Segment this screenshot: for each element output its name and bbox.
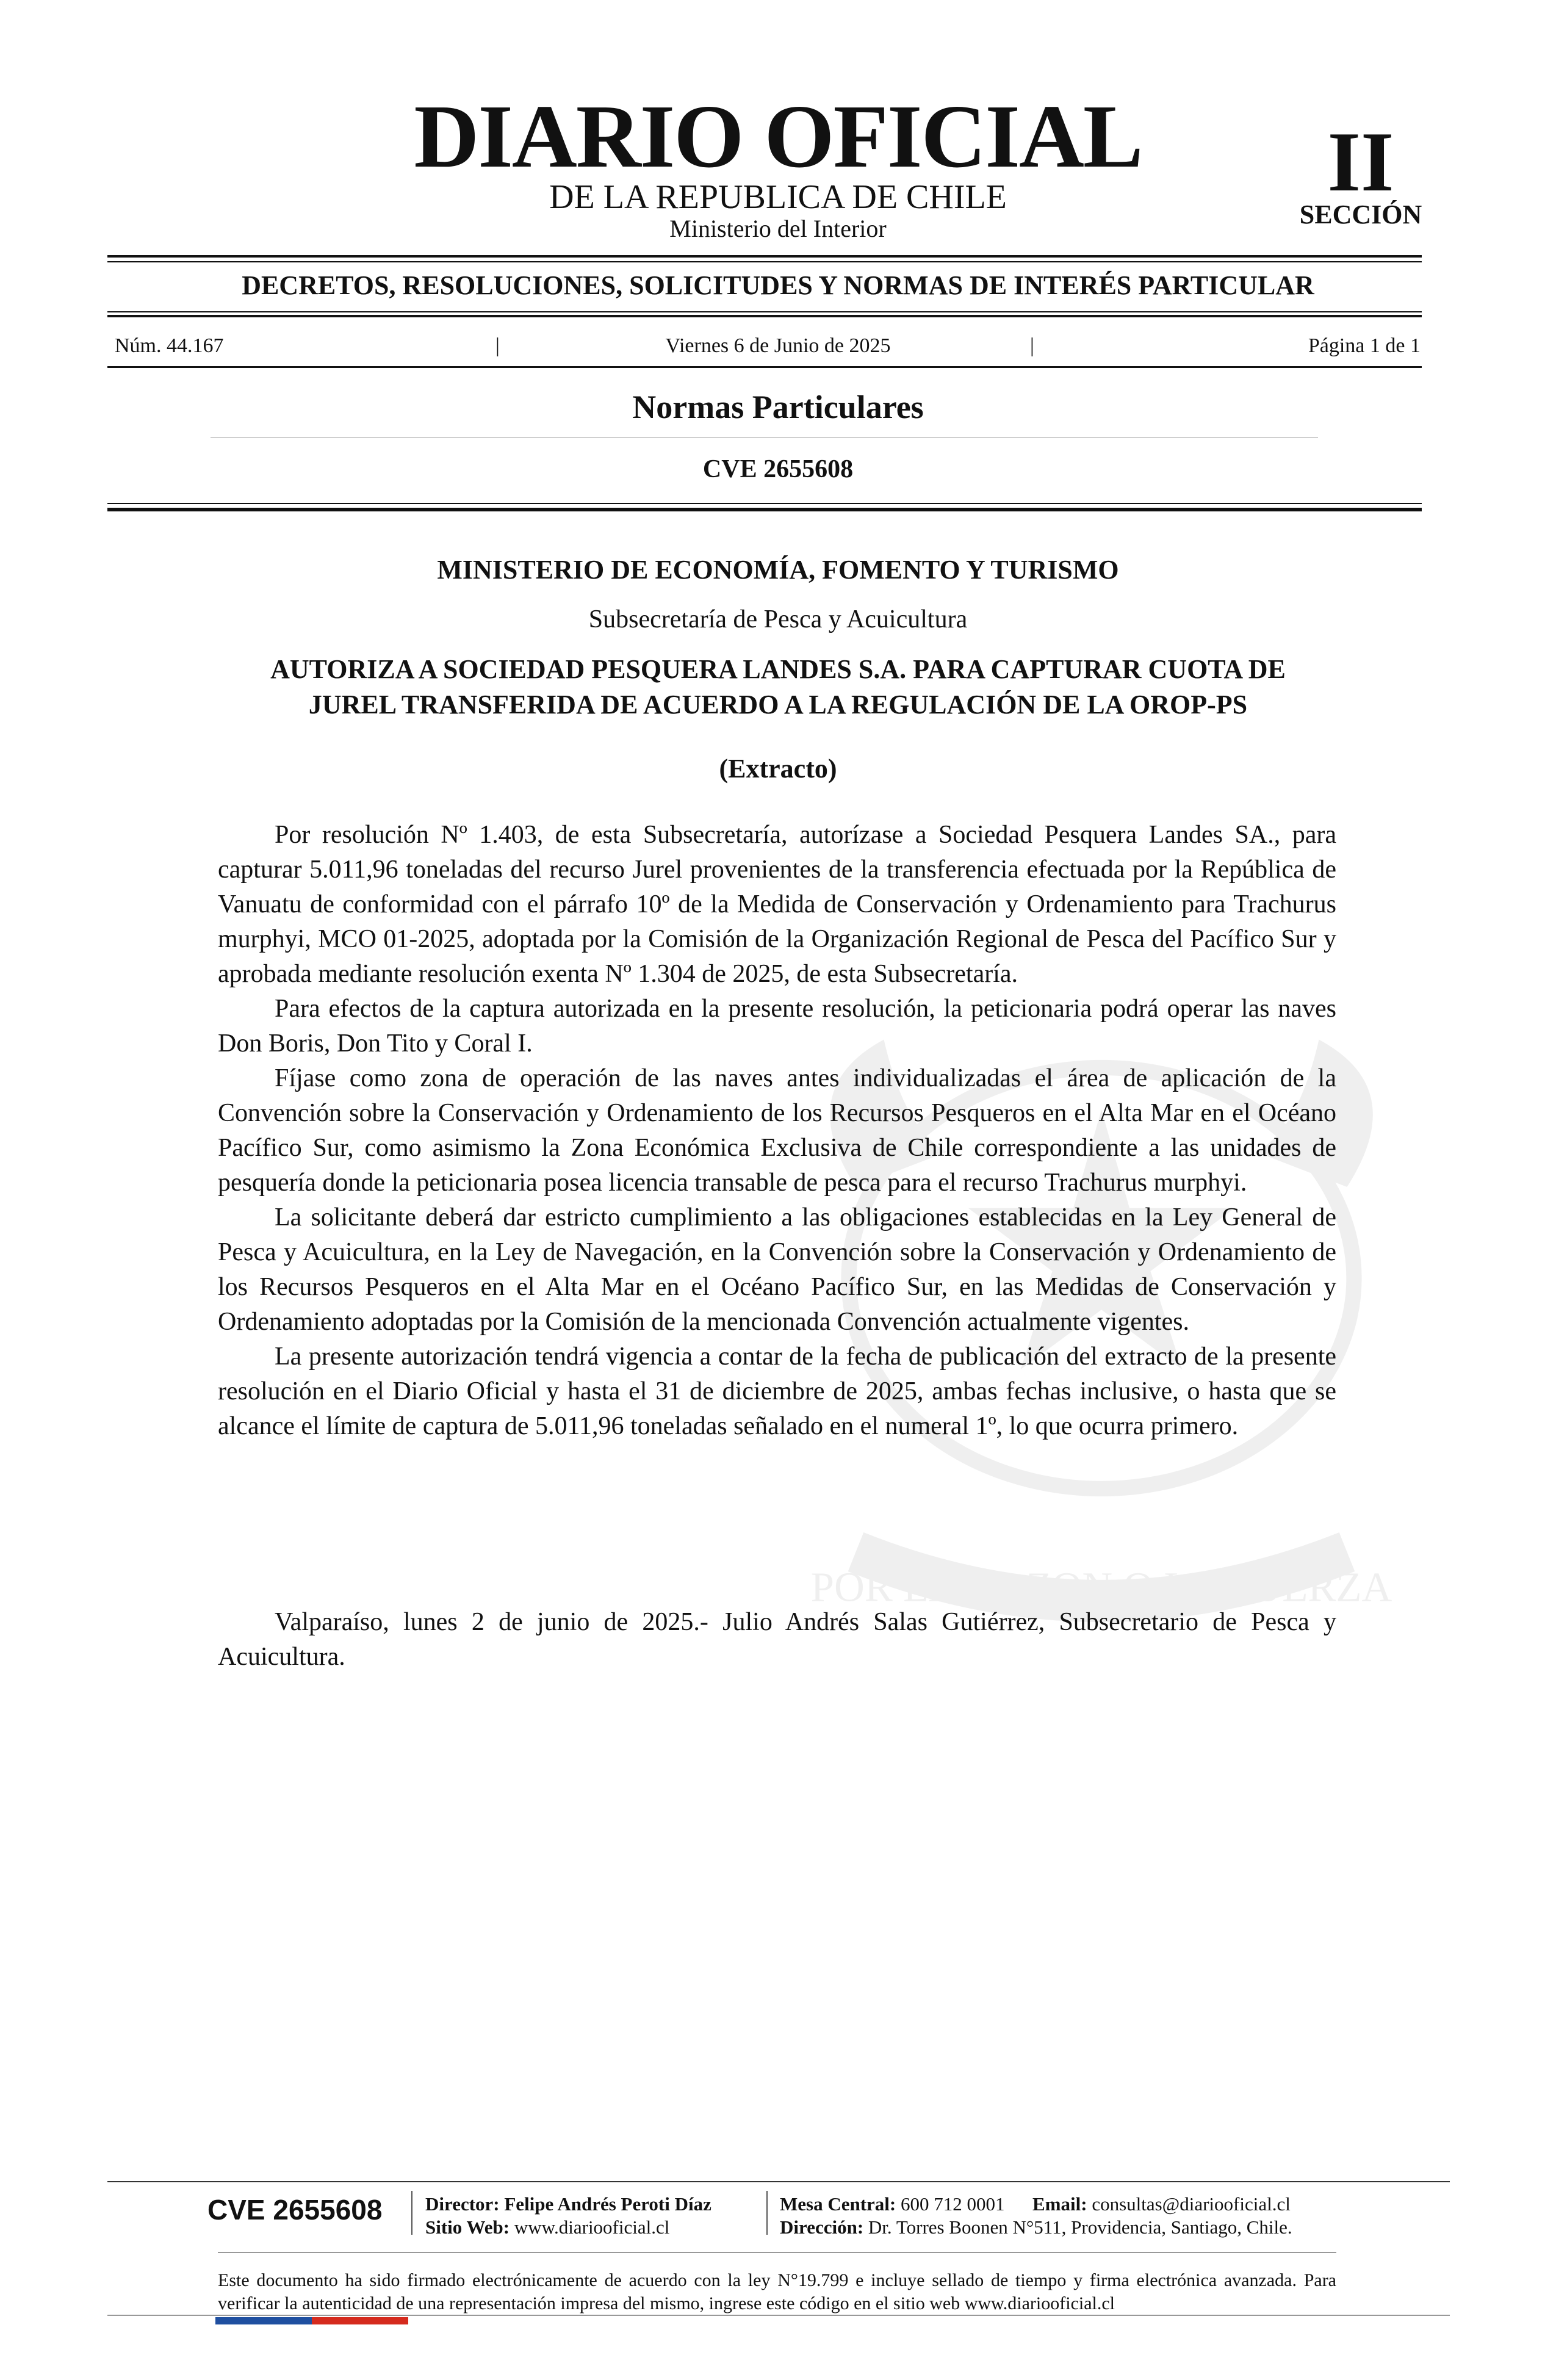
masthead-ministry: Ministerio del Interior: [669, 215, 887, 242]
extracto-label: (Extracto): [719, 754, 837, 784]
footer-address: [780, 2218, 1292, 2237]
footer-cve-code: CVE 2655608: [207, 2194, 383, 2226]
footer-legal-text: Este documento ha sido firmado electrónicamente de acuerdo con la ley N°19.799 e incluye sellado de tiempo y firma electrónica avanzada. Para verificar la autenticidad de una representación impresa del mismo, ingrese este código en el sitio web www.diariooficial.cl: [218, 2270, 1336, 2313]
address-label: Dirección:: [780, 2216, 864, 2238]
masthead-subtitle: DE LA REPUBLICA DE CHILE: [549, 178, 1007, 216]
header-rule-top: [107, 255, 1422, 258]
email-label: Email:: [1032, 2193, 1087, 2215]
body-paragraph: Para efectos de la captura autorizada en la presente resolución, la peticionaria podrá operar las naves Don Boris, Don Tito y Coral I.: [218, 995, 1336, 1058]
issue-date: Viernes 6 de Junio de 2025: [665, 334, 891, 357]
signature-paragraph: Valparaíso, lunes 2 de junio de 2025.- Julio Andrés Salas Gutiérrez, Subsecretario de Pesca y Acuicultura.: [218, 1608, 1336, 1671]
cve-rule-thin: [107, 503, 1422, 504]
phone-label: Mesa Central:: [780, 2193, 896, 2215]
footer-rule-top: [107, 2181, 1450, 2182]
header-rule-top-thin: [107, 261, 1422, 262]
cve-code: CVE 2655608: [702, 455, 854, 483]
body-paragraph: Por resolución Nº 1.403, de esta Subsecretaría, autorízase a Sociedad Pesquera Landes SA., para capturar 5.011,96 toneladas del recurso Jurel provenientes de la transferencia efectuada por la República de Vanuatu de conformidad con el párrafo 10º de la Medida de Conservación y Ordenamiento para Trachurus murphyi, MCO 01-2025, adoptada por la Comisión de la Organización Regional de Pesca del Pacífico Sur y aprobada mediante resolución exenta Nº 1.304 de 2025, de esta Subsecretaría.: [218, 821, 1336, 988]
director-label: Director:: [425, 2193, 500, 2215]
cve-rule-thick: [107, 508, 1422, 511]
banner-rule-bottom-thick: [107, 315, 1422, 317]
website-link[interactable]: www.diariooficial.cl: [514, 2216, 670, 2238]
category-heading: Normas Particulares: [632, 389, 924, 425]
footer-contact: [780, 2194, 1291, 2213]
body-paragraph: La presente autorización tendrá vigencia a contar de la fecha de publicación del extracto de la presente resolución en el Diario Oficial y hasta el 31 de diciembre de 2025, ambas fechas inclusive, o hasta que se alcance el límite de captura de 5.011,96 toneladas señalado en el numeral 1º, lo que ocurra primero.: [218, 1343, 1336, 1440]
masthead-title: DIARIO OFICIAL: [414, 87, 1142, 187]
footer-director: [425, 2194, 711, 2213]
issue-separator: |: [495, 334, 500, 357]
document-title-line: JUREL TRANSFERIDA DE ACUERDO A LA REGULACIÓN DE LA OROP-PS: [308, 690, 1248, 719]
footer-rule-middle: [218, 2252, 1336, 2253]
director-name: Felipe Andrés Peroti Díaz: [504, 2193, 711, 2215]
email-link[interactable]: consultas@diariooficial.cl: [1092, 2193, 1291, 2215]
issue-number: Núm. 44.167: [115, 334, 224, 357]
section-label: SECCIÓN: [1299, 200, 1422, 229]
subsecretaria-heading: Subsecretaría de Pesca y Acuicultura: [588, 605, 968, 633]
issue-rule: [107, 366, 1422, 368]
banner-heading: DECRETOS, RESOLUCIONES, SOLICITUDES Y NORMAS DE INTERÉS PARTICULAR: [242, 270, 1314, 300]
category-rule: [211, 437, 1318, 438]
address-text: Dr. Torres Boonen N°511, Providencia, Santiago, Chile.: [868, 2216, 1292, 2238]
ministry-heading: MINISTERIO DE ECONOMÍA, FOMENTO Y TURISMO: [437, 555, 1119, 585]
banner-rule-bottom: [107, 311, 1422, 312]
footer-divider: [766, 2191, 768, 2235]
phone-number: 600 712 0001: [901, 2193, 1005, 2215]
document-body: [218, 818, 1336, 1444]
website-label: Sitio Web:: [425, 2216, 510, 2238]
flag-stripe-red: [312, 2317, 408, 2324]
issue-page: Página 1 de 1: [1308, 334, 1421, 357]
issue-separator: |: [1030, 334, 1034, 357]
section-numeral: II: [1327, 115, 1394, 209]
footer-rule-bottom: [107, 2315, 1450, 2316]
document-title: [183, 652, 1373, 723]
footer-website: [425, 2218, 669, 2237]
body-paragraph: La solicitante deberá dar estricto cumplimiento a las obligaciones establecidas en la Ley General de Pesca y Acuicultura, en la Ley de Navegación, en la Convención sobre la Conservación y Ordenamiento de los Recursos Pesqueros en el Alta Mar en el Océano Pacífico Sur, en las Medidas de Conservación y Ordenamiento adoptadas por la Comisión de la mencionada Convención actualmente vigentes.: [218, 1203, 1336, 1336]
footer-divider: [411, 2191, 412, 2235]
watermark-motto: POR LA RAZON O LA FUERZA: [810, 1563, 1392, 1610]
document-title-line: AUTORIZA A SOCIEDAD PESQUERA LANDES S.A. PARA CAPTURAR CUOTA DE: [270, 654, 1286, 684]
body-paragraph: Fíjase como zona de operación de las naves antes individualizadas el área de aplicación de la Convención sobre la Conservación y Ordenamiento de los Recursos Pesqueros en el Alta Mar en el Océano Pacífico Sur, como asimismo la Zona Económica Exclusiva de Chile correspondiente a las unidades de pesquería donde la peticionaria posea licencia transable de pesca para el recurso Trachurus murphyi.: [218, 1064, 1336, 1197]
flag-stripe-blue: [215, 2317, 312, 2324]
